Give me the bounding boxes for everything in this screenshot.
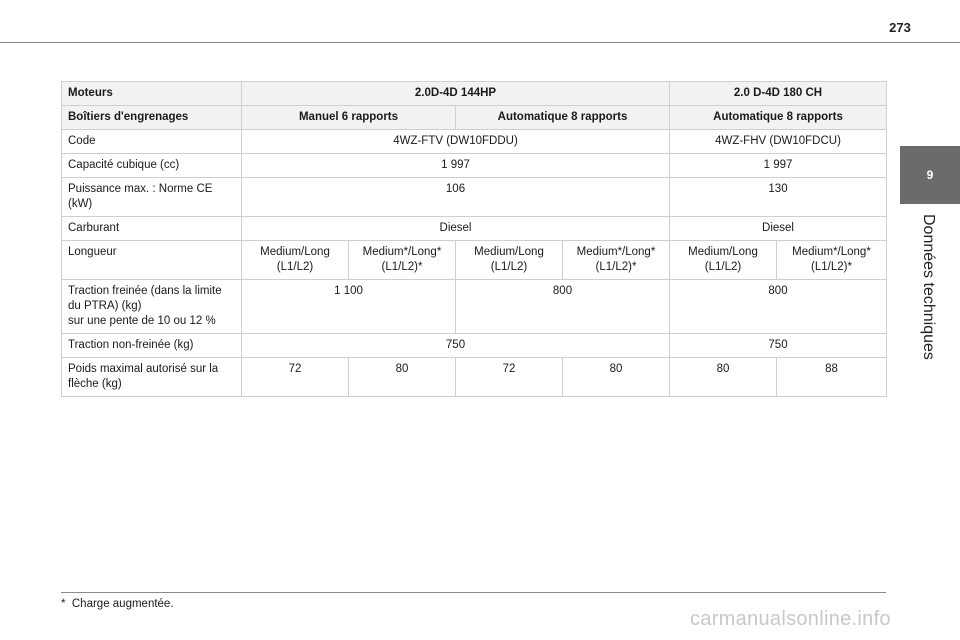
table-cell: 750: [670, 334, 887, 358]
table-row-power: [62, 178, 887, 217]
table-row-engines: [62, 82, 887, 106]
row-label-line: sur une pente de 10 ou 12 %: [68, 315, 216, 327]
table-cell: 80: [563, 358, 670, 397]
table-row-gearbox: [62, 106, 887, 130]
table-cell: 4WZ-FTV (DW10FDDU): [242, 130, 670, 154]
footnote-mark: *: [61, 598, 66, 610]
footnote-rule: [61, 592, 886, 593]
table-row-capacity: [62, 154, 887, 178]
row-label: Longueur: [62, 241, 242, 280]
chapter-title: Données techniques: [920, 214, 937, 360]
gearbox-2: Automatique 8 rapports: [456, 106, 670, 130]
footnote-text: Charge augmentée.: [71, 598, 174, 610]
table-cell: 750: [242, 334, 670, 358]
table-cell: 800: [456, 280, 670, 334]
specifications-table: [61, 81, 887, 397]
table-row-unbraked-towing: [62, 334, 887, 358]
table-cell: 1 997: [670, 154, 887, 178]
engine-2-header: 2.0 D-4D 180 CH: [670, 82, 887, 106]
table-cell: 1 997: [242, 154, 670, 178]
table-cell: 1 100: [242, 280, 456, 334]
top-rule: [0, 42, 960, 43]
table-cell: 80: [349, 358, 456, 397]
row-label: Boîtiers d'engrenages: [62, 106, 242, 130]
row-label-line: Traction freinée (dans la limite du PTRA) (kg): [68, 285, 222, 312]
gearbox-3: Automatique 8 rapports: [670, 106, 887, 130]
footnote: [61, 598, 174, 610]
table-cell: 72: [242, 358, 349, 397]
row-label: Moteurs: [62, 82, 242, 106]
row-label: [62, 280, 242, 334]
row-label: Traction non-freinée (kg): [62, 334, 242, 358]
row-label: Carburant: [62, 217, 242, 241]
table-cell: Medium/Long (L1/L2): [670, 241, 777, 280]
table-row-drawbar-weight: [62, 358, 887, 397]
gearbox-1: Manuel 6 rapports: [242, 106, 456, 130]
page-number: 273: [889, 20, 911, 35]
table-cell: 80: [670, 358, 777, 397]
engine-1-header: 2.0D-4D 144HP: [242, 82, 670, 106]
table-cell: Medium/Long (L1/L2): [456, 241, 563, 280]
table-cell: 72: [456, 358, 563, 397]
table-cell: Diesel: [670, 217, 887, 241]
table-cell: 130: [670, 178, 887, 217]
row-label: Puissance max. : Norme CE (kW): [62, 178, 242, 217]
table-cell: Medium*/Long* (L1/L2)*: [777, 241, 887, 280]
table-cell: Medium*/Long* (L1/L2)*: [563, 241, 670, 280]
chapter-tab[interactable]: 9: [900, 146, 960, 204]
row-label: Capacité cubique (cc): [62, 154, 242, 178]
row-label: Code: [62, 130, 242, 154]
table-cell: 88: [777, 358, 887, 397]
table-row-length: [62, 241, 887, 280]
table-row-fuel: [62, 217, 887, 241]
table-cell: Medium*/Long* (L1/L2)*: [349, 241, 456, 280]
table-cell: Medium/Long (L1/L2): [242, 241, 349, 280]
table-row-braked-towing: [62, 280, 887, 334]
table-cell: 4WZ-FHV (DW10FDCU): [670, 130, 887, 154]
table-cell: 106: [242, 178, 670, 217]
watermark: carmanualsonline.info: [690, 608, 891, 630]
table-cell: 800: [670, 280, 887, 334]
table-cell: Diesel: [242, 217, 670, 241]
row-label: Poids maximal autorisé sur la flèche (kg): [62, 358, 242, 397]
table-row-code: [62, 130, 887, 154]
